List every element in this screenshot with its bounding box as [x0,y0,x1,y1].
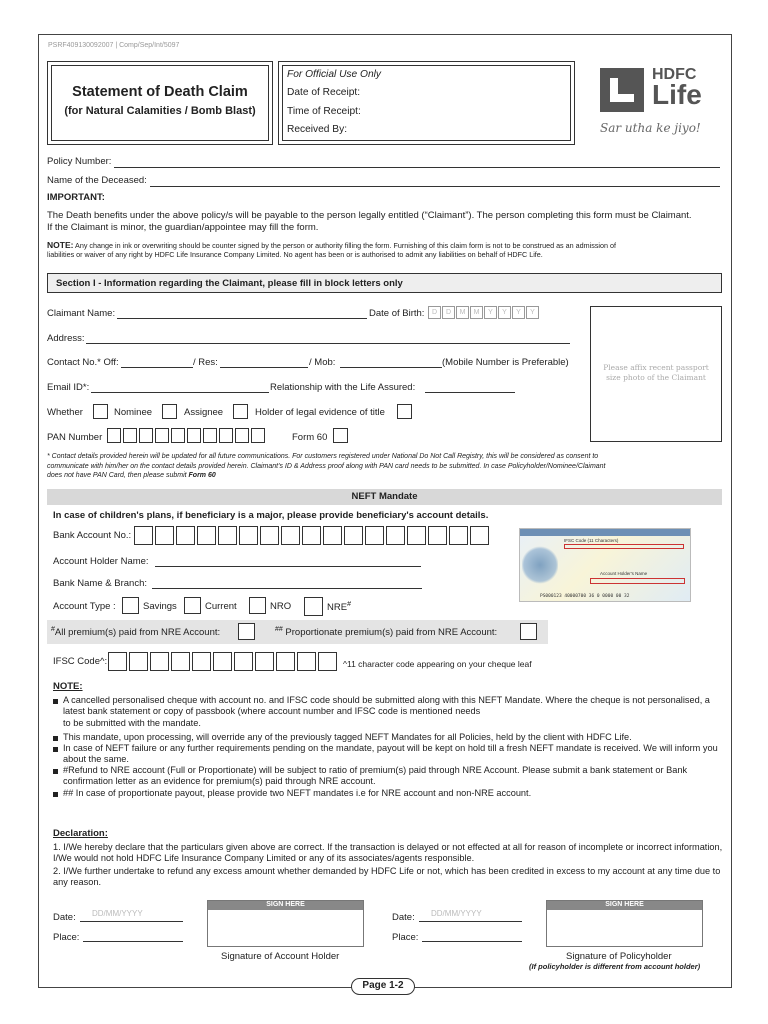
neft-note-item [53,743,725,765]
received-by-label: Received By: [287,124,348,135]
deceased-name-field[interactable] [150,186,720,187]
logo-life-text: Life [652,79,702,110]
right-date-placeholder: DD/MM/YYYY [431,909,482,918]
pan-box[interactable] [187,428,201,443]
declaration-item-1: 1. I/We hereby declare that the particulars given above are correct. If the transaction is delayed or not effected at all for reason of incomplete or incorrect information, I/We would not hold HDFC Life Insurance Company Limited or any of its associates/agents responsible. [53,842,723,863]
policyholder-signature-caption: Signature of Policyholder [566,951,672,962]
address-field[interactable] [86,343,570,344]
nro-checkbox[interactable] [249,597,266,614]
bullet-icon [53,792,58,797]
ifsc-boxes[interactable] [108,652,339,671]
address-label: Address: [47,333,85,344]
ifsc-label: IFSC Code^: [53,656,108,667]
neft-note-text: ## In case of proportionate payout, please provide two NEFT mandates i.e for NRE account and non-NRE account. [63,787,532,798]
dob-box[interactable]: Y [526,306,539,319]
neft-note-item [53,732,725,743]
bank-account-box[interactable] [407,526,426,545]
nre-text: NRE [327,602,348,614]
neft-note-item [53,765,725,787]
right-date-field[interactable] [419,921,522,922]
form-title: Statement of Death Claim [72,84,248,100]
ifsc-box[interactable] [171,652,190,671]
cheque-holder-text: Account Holder's Name [600,571,648,576]
all-premium-checkbox[interactable] [238,623,255,640]
dob-box[interactable]: D [428,306,441,319]
proportionate-premium-superscript: ## [275,626,283,633]
bullet-icon [53,699,58,704]
declaration-item-2: 2. I/We further undertake to refund any excess amount whether demanded by HDFC Life or not, which has been credited in excess to my account at any time due to any reason. [53,866,721,887]
left-date-label: Date: [53,912,76,923]
contact-mob-field[interactable] [340,367,442,368]
right-place-field[interactable] [422,941,522,942]
ifsc-box[interactable] [192,652,211,671]
bullet-icon [53,736,58,741]
nre-checkbox[interactable] [304,597,323,616]
bank-account-box[interactable] [260,526,279,545]
contact-res-field[interactable] [220,367,308,368]
all-premium-superscript: # [51,626,55,633]
bank-account-box[interactable] [302,526,321,545]
contact-note-form60: Form 60 [188,472,216,479]
savings-checkbox[interactable] [122,597,139,614]
holder-checkbox[interactable] [233,404,248,419]
date-of-receipt-label: Date of Receipt: [287,87,361,98]
form-subtitle: (for Natural Calamities / Bomb Blast) [64,105,256,117]
contact-off-field[interactable] [121,367,193,368]
right-place-label: Place: [392,932,419,943]
page-number: Page 1-2 [351,978,415,995]
neft-note-item [53,695,725,717]
dob-box[interactable]: M [470,306,483,319]
account-holder-name-label: Account Holder Name: [53,556,149,567]
title-box [47,61,273,145]
bullet-icon [53,769,58,774]
bank-account-box[interactable] [155,526,174,545]
children-plans-note: In case of children's plans, if beneficiary is a major, please provide beneficiary's account details. [53,510,489,521]
account-holder-name-field[interactable] [155,566,421,567]
logo-hdfc-text: HDFC [652,66,697,83]
logo-tagline: Sar utha ke jiyo! [600,121,701,135]
dob-boxes[interactable] [428,306,540,319]
pan-box[interactable] [107,428,121,443]
contact-note-2: communicate with him/her on the contact details provided herein. Claimant's ID & Address proof along with PAN card needs to be submitted. In case Policyholder/Nominee/Claimant [47,462,606,470]
neft-note-item [53,788,725,799]
policy-number-field[interactable] [114,167,720,168]
neft-note-text: #Refund to NRE account (Full or Proportionate) will be subject to ratio of premium(s) paid through NRE Account. Please submit a bank statement or Bank confirmation letter as an evidence for premium(s) paid through NRE account. [63,765,688,787]
proportionate-premium-checkbox[interactable] [520,623,537,640]
bank-account-box[interactable] [176,526,195,545]
dob-box[interactable]: D [442,306,455,319]
ifsc-box[interactable] [108,652,127,671]
note-label: NOTE: [47,240,74,250]
bank-account-box[interactable] [470,526,489,545]
document-code: PSRF409130092007 | Comp/Sep/Int/5097 [48,42,180,49]
assignee-label: Assignee [184,407,224,418]
ifsc-box[interactable] [255,652,274,671]
dob-box[interactable]: Y [484,306,497,319]
pan-box[interactable] [235,428,249,443]
pan-boxes[interactable] [107,428,267,443]
neft-note-text: This mandate, upon processing, will override any of the previously tagged NEFT Mandates for all Policies, held by the client with HDFC Life. [63,731,632,742]
current-label: Current [205,601,237,612]
neft-notes-list [53,695,725,799]
section-1-title: Section I - Information regarding the Claimant, please fill in block letters only [56,278,403,289]
policyholder-signature-box[interactable] [546,900,703,947]
section-1-header [47,273,722,293]
policyholder-signature-note: (If policyholder is different from account holder) [529,962,701,971]
sample-cheque-image [519,528,691,602]
form60-label: Form 60 [292,432,328,443]
neft-note-text: A cancelled personalised cheque with account no. and IFSC code should be submitted along with this NEFT Mandate. Where the cheque is not personalised, a latest bank statement or copy of passbook (where account number and IFSC code is mentioned needs [63,695,710,717]
photo-instruction: Please affix recent passport size photo of the Claimant [603,363,709,382]
declaration-heading: Declaration: [53,828,108,839]
relationship-label: Relationship with the Life Assured: [270,382,416,393]
dob-box[interactable]: Y [498,306,511,319]
bank-branch-label: Bank Name & Branch: [53,578,147,589]
deceased-name-label: Name of the Deceased: [47,175,147,186]
left-date-field[interactable] [80,921,183,922]
account-holder-signature-box[interactable] [207,900,364,947]
bank-account-box[interactable] [344,526,363,545]
left-sign-here: SIGN HERE [266,901,305,908]
nro-label: NRO [270,601,292,612]
bank-account-box[interactable] [449,526,468,545]
relationship-field[interactable] [425,392,515,393]
all-premium-label [51,626,220,638]
assignee-checkbox[interactable] [162,404,177,419]
whether-label: Whether [47,407,83,418]
pan-box[interactable] [139,428,153,443]
bank-account-boxes[interactable] [134,526,491,545]
proportionate-premium-text: Proportionate premium(s) paid from NRE Account: [282,627,498,639]
important-text-1: The Death benefits under the above policy/s will be payable to the person legally entitled (“Claimant”). The person completing this form must be Claimant. [47,210,692,221]
bank-account-box[interactable] [365,526,384,545]
holder-legal-evidence-label: Holder of legal evidence of title [255,407,385,418]
email-label: Email ID*: [47,382,90,393]
pan-label: PAN Number [47,432,103,443]
claimant-name-field[interactable] [117,318,367,319]
form60-checkbox[interactable] [333,428,348,443]
hdfc-life-logo [600,66,720,138]
bank-account-box[interactable] [197,526,216,545]
ifsc-box[interactable] [318,652,337,671]
neft-note-item [53,718,725,729]
pan-box[interactable] [155,428,169,443]
pan-box[interactable] [123,428,137,443]
neft-note-text: In case of NEFT failure or any further requirements pending on the mandate, payout will be kept on hold till a fresh NEFT mandate is received. We will inform you about the same. [63,742,718,765]
ifsc-box[interactable] [276,652,295,671]
claimant-name-label: Claimant Name: [47,308,116,319]
pan-box[interactable] [171,428,185,443]
savings-label: Savings [143,601,177,612]
bank-account-box[interactable] [428,526,447,545]
neft-header [47,489,722,505]
account-type-label: Account Type : [53,601,116,612]
time-of-receipt-label: Time of Receipt: [287,106,361,117]
dob-box[interactable]: Y [512,306,525,319]
nominee-checkbox[interactable] [93,404,108,419]
bank-account-box[interactable] [218,526,237,545]
important-text-2: If the Claimant is minor, the guardian/appointee may fill the form. [47,222,319,233]
holder-legal-evidence-checkbox[interactable] [397,404,412,419]
ifsc-box[interactable] [234,652,253,671]
photo-box[interactable] [590,306,722,442]
note2-label: NOTE: [53,681,83,692]
all-premium-text: All premium(s) paid from NRE Account: [54,627,221,639]
official-use-box [278,61,575,145]
contact-note-3: does not have PAN Card, then please submit [47,472,189,479]
official-use-heading: For Official Use Only [287,69,381,80]
dob-label: Date of Birth: [369,308,425,319]
ifsc-box[interactable] [150,652,169,671]
bank-account-box[interactable] [281,526,300,545]
bank-account-box[interactable] [386,526,405,545]
nominee-label: Nominee [114,407,153,418]
nre-superscript: # [347,601,351,608]
current-checkbox[interactable] [184,597,201,614]
left-place-field[interactable] [83,941,183,942]
ifsc-box[interactable] [129,652,148,671]
neft-note-text: to be submitted with the mandate. [63,718,201,729]
contact-res-label: / Res: [193,357,218,368]
proportionate-premium-label [275,626,497,638]
email-field[interactable] [91,392,269,393]
ifsc-box[interactable] [213,652,232,671]
contact-mob-label: / Mob: [309,357,336,368]
contact-note-1: * Contact details provided herein will be updated for all future communications. For customers registered under National Do Not Call Registry, this will be considered as consent to [47,453,599,460]
bank-account-label: Bank Account No.: [53,530,132,541]
right-sign-here: SIGN HERE [605,901,644,908]
neft-title: NEFT Mandate [351,491,418,502]
bank-account-box[interactable] [323,526,342,545]
note-text-1: Any change in ink or overwriting should be counter signed by the person or authority filling the form. Furnishing of this claim form is not to be construed as an admission of [73,241,616,250]
cheque-micr-text: PS000123 40000700 36 0 0000 00 32 [540,594,630,599]
contact-off-label: Contact No.* Off: [47,357,119,368]
dob-box[interactable]: M [456,306,469,319]
important-label: IMPORTANT: [47,192,105,203]
pan-box[interactable] [203,428,217,443]
cheque-ifsc-text: IFSC Code (11 Characters) [564,538,619,543]
note-text-2: liabilities or waiver of any right by HDFC Life Insurance Company Limited. No agent has been or is authorised to admit any liabilities on behalf of HDFC Life. [47,250,543,259]
account-holder-signature-caption: Signature of Account Holder [221,951,340,962]
bank-account-box[interactable] [134,526,153,545]
left-date-placeholder: DD/MM/YYYY [92,909,143,918]
bullet-icon [53,747,58,752]
mobile-preferable-note: (Mobile Number is Preferable) [442,357,569,368]
right-date-label: Date: [392,912,415,923]
nre-label [327,601,351,613]
policy-number-label: Policy Number: [47,156,112,167]
left-place-label: Place: [53,932,80,943]
bank-branch-field[interactable] [152,588,422,589]
pan-box[interactable] [219,428,233,443]
bank-account-box[interactable] [239,526,258,545]
ifsc-box[interactable] [297,652,316,671]
pan-box[interactable] [251,428,265,443]
ifsc-note: ^11 character code appearing on your cheque leaf [343,659,532,669]
